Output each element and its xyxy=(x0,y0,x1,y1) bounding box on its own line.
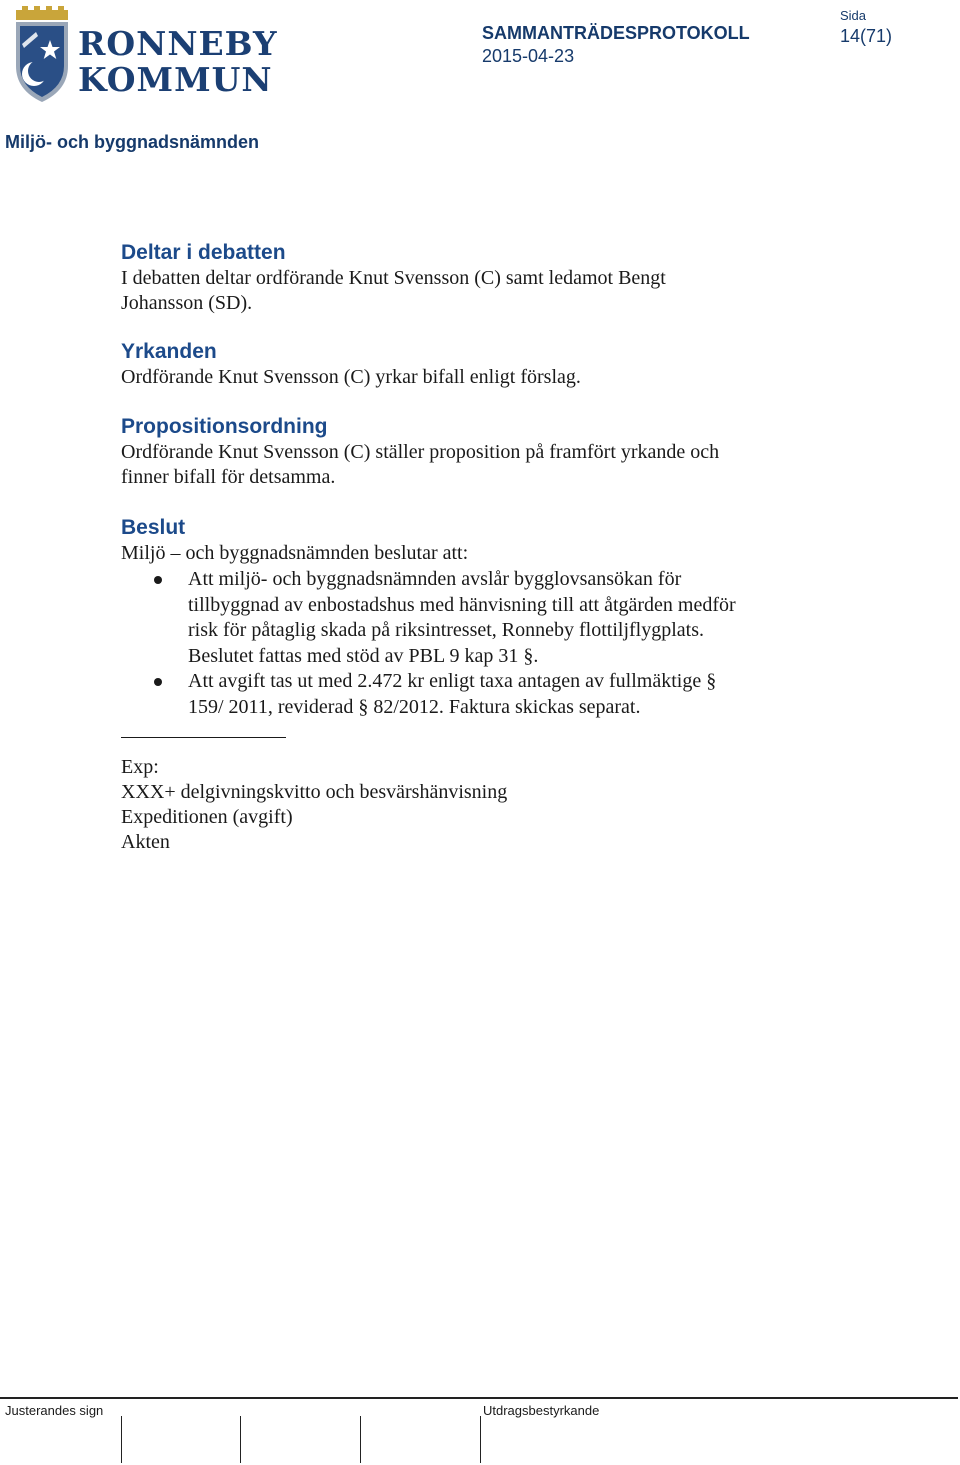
signature-box-divider xyxy=(121,1416,122,1463)
section-distribution xyxy=(121,755,821,855)
section-debate xyxy=(121,240,821,316)
page-label: Sida xyxy=(840,8,867,23)
bullet-icon xyxy=(154,576,162,584)
org-name-line2: KOMMUN xyxy=(78,60,273,99)
department-name: Miljö- och byggnadsnämnden xyxy=(5,132,260,152)
decision-item xyxy=(121,567,821,669)
paragraph-line: Ordförande Knut Svensson (C) yrkar bifall enligt förslag. xyxy=(121,366,581,388)
decision-line: Att miljö- och byggnadsnämnden avslår bygglovsansökan för xyxy=(188,568,682,590)
separator-rule xyxy=(121,737,286,738)
section-motions xyxy=(121,339,821,390)
decision-line: risk för påtaglig skada på riksintresset, Ronneby flottiljflygplats. xyxy=(188,619,705,641)
decision-line: Beslutet fattas med stöd av PBL 9 kap 31 §. xyxy=(188,644,539,667)
decision-line: tillbyggnad av enbostadshus med hänvisning till att åtgärden medför xyxy=(188,593,736,616)
extract-certification-label: Utdragsbestyrkande xyxy=(483,1403,600,1418)
decision-list xyxy=(121,567,821,720)
section-heading: Deltar i debatten xyxy=(121,241,286,264)
ronneby-logo xyxy=(12,4,278,104)
signature-box-divider xyxy=(480,1416,481,1463)
section-heading: Yrkanden xyxy=(121,340,217,363)
decision-item xyxy=(121,669,821,720)
section-heading: Propositionsordning xyxy=(121,415,328,438)
justification-sign-label: Justerandes sign xyxy=(5,1403,104,1418)
signature-box-divider xyxy=(360,1416,361,1463)
org-name xyxy=(78,26,278,98)
distribution-item: XXX+ delgivningskvitto och besvärshänvisning xyxy=(121,781,508,803)
paragraph-line: finner bifall för detsamma. xyxy=(121,466,336,488)
section-heading: Beslut xyxy=(121,516,186,539)
page-number: 14(71) xyxy=(840,26,893,46)
decision-line: 159/ 2011, reviderad § 82/2012. Faktura skickas separat. xyxy=(188,695,641,718)
org-name-line1: RONNEBY xyxy=(78,24,278,63)
section-proposition xyxy=(121,414,821,490)
distribution-item: Akten xyxy=(121,831,170,853)
paragraph-line: I debatten deltar ordförande Knut Svensson (C) samt ledamot Bengt xyxy=(121,267,666,289)
section-decision xyxy=(121,515,821,720)
decision-line: Att avgift tas ut med 2.472 kr enligt taxa antagen av fullmäktige § xyxy=(188,670,717,692)
coat-of-arms-icon xyxy=(12,4,72,104)
distribution-item: Expeditionen (avgift) xyxy=(121,806,293,828)
decision-intro: Miljö – och byggnadsnämnden beslutar att: xyxy=(121,542,469,564)
signature-footer xyxy=(0,1397,958,1465)
document-title: SAMMANTRÄDESPROTOKOLL xyxy=(482,23,750,43)
bullet-icon xyxy=(154,678,162,686)
document-date: 2015-04-23 xyxy=(482,46,575,66)
paragraph-line: Ordförande Knut Svensson (C) ställer proposition på framfört yrkande och xyxy=(121,441,720,463)
protocol-body xyxy=(121,240,821,855)
paragraph-line: Johansson (SD). xyxy=(121,292,253,314)
signature-box-divider xyxy=(240,1416,241,1463)
distribution-label: Exp: xyxy=(121,756,159,778)
